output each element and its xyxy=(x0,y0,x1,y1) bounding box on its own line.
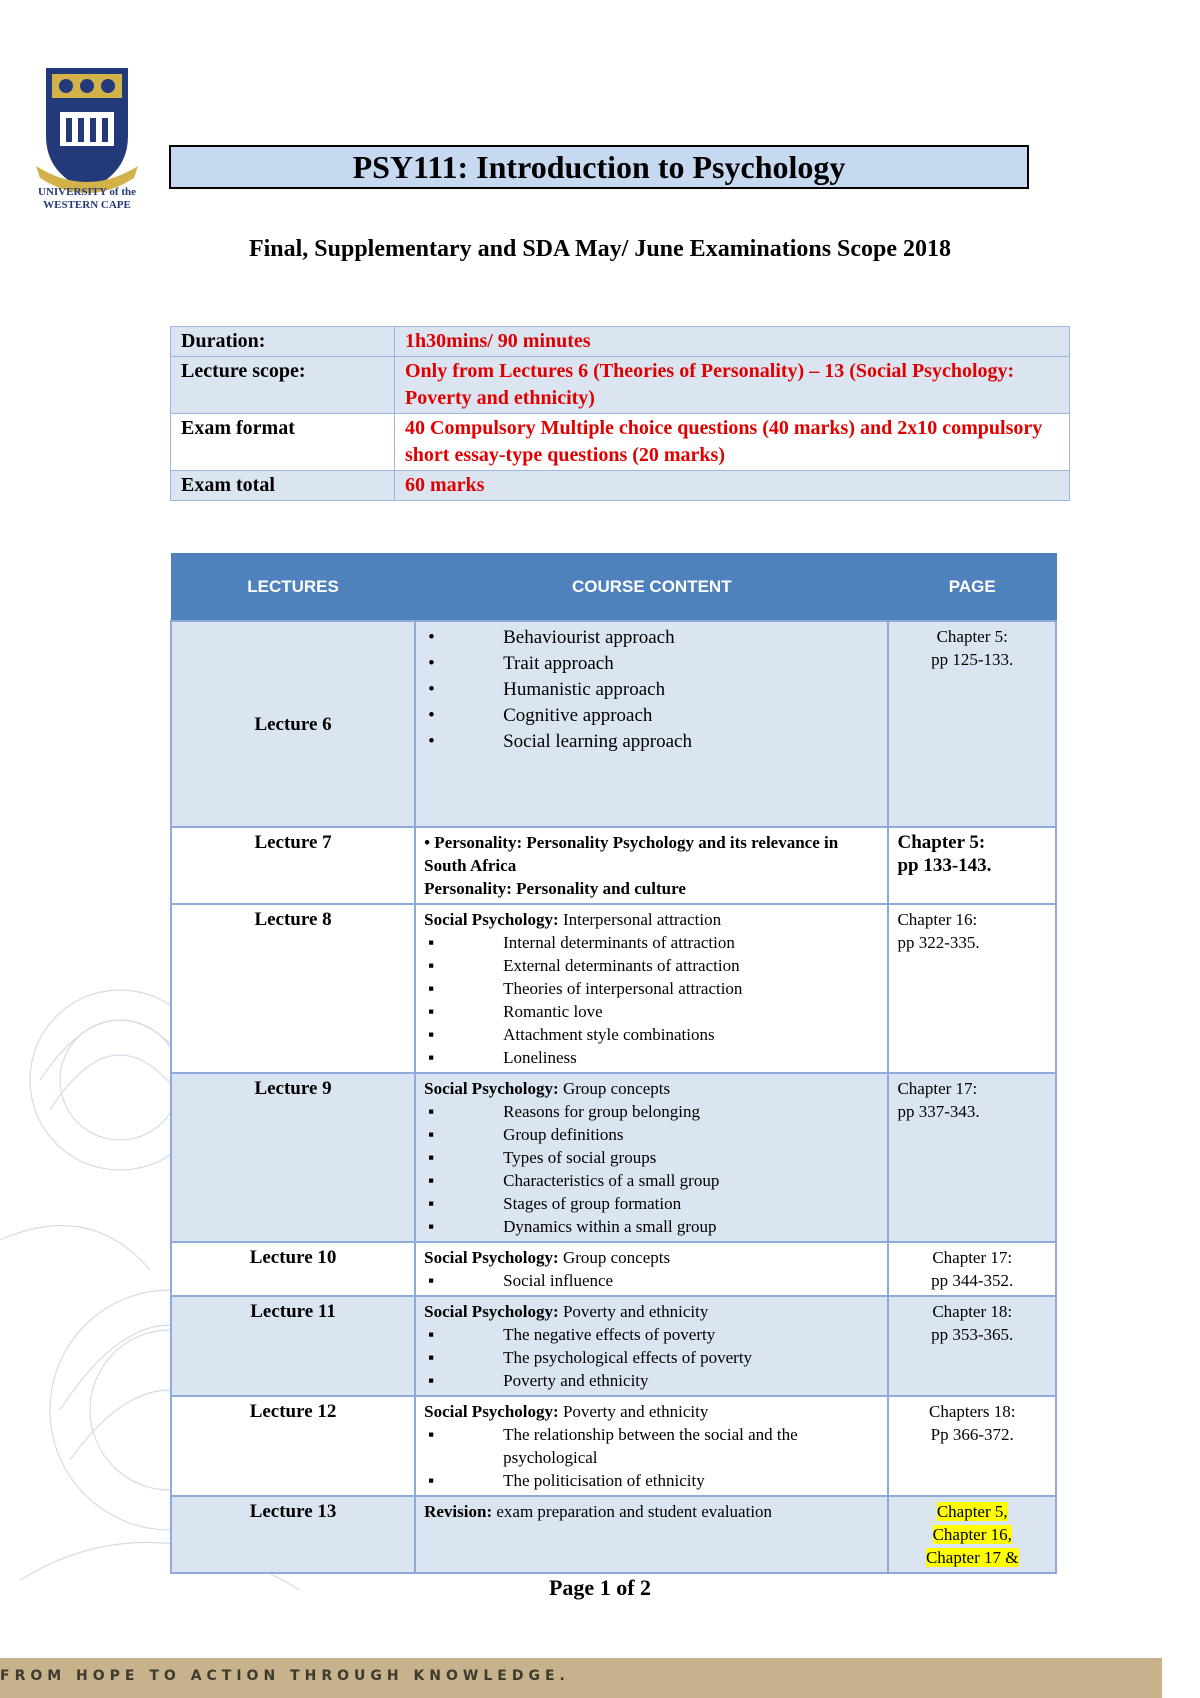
lecture-content: Revision: exam preparation and student evaluation xyxy=(415,1496,888,1573)
table-header-row xyxy=(171,554,1056,622)
lecture-label: Lecture 12 xyxy=(171,1396,415,1496)
header-course-content: COURSE CONTENT xyxy=(415,554,888,622)
page-reference: Chapter 18: pp 353-365. xyxy=(888,1296,1056,1396)
list-item: • Cognitive approach xyxy=(424,703,879,729)
list-item: ▪ Characteristics of a small group xyxy=(428,1171,720,1190)
page-title: PSY111: Introduction to Psychology xyxy=(352,149,846,185)
logo-line-2: WESTERN CAPE xyxy=(43,199,131,211)
info-label: Duration: xyxy=(171,327,395,357)
lecture-content: • Personality: Personality Psychology and its relevance in South Africa Personality: Personality and culture xyxy=(415,827,888,904)
exam-info-table xyxy=(170,326,1070,501)
list-item: • Humanistic approach xyxy=(424,677,879,703)
lecture-content: Social Psychology: Poverty and ethnicity ▪ The relationship between the social and the psychological ▪ The politicisation of ethnicity xyxy=(415,1396,888,1496)
info-row-total xyxy=(171,471,1070,501)
table-row xyxy=(171,1396,1056,1496)
lecture-content: Social Psychology: Poverty and ethnicity ▪ The negative effects of poverty ▪ The psychological effects of poverty ▪ Poverty and ethnicity xyxy=(415,1296,888,1396)
footer-bar xyxy=(0,1658,1162,1698)
lecture-label: Lecture 11 xyxy=(171,1296,415,1396)
lecture-content xyxy=(415,621,888,827)
table-row xyxy=(171,1296,1056,1396)
info-row-scope xyxy=(171,357,1070,414)
page-reference: Chapter 5: pp 125-133. xyxy=(888,621,1056,827)
list-item: ▪ Stages of group formation xyxy=(428,1194,682,1213)
table-row xyxy=(171,621,1056,827)
info-value: 60 marks xyxy=(395,471,1070,501)
page-reference: Chapter 17: pp 337-343. xyxy=(888,1073,1056,1242)
lecture-label: Lecture 10 xyxy=(171,1242,415,1296)
list-item: ▪ The psychological effects of poverty xyxy=(428,1348,753,1367)
exam-scope-subtitle: Final, Supplementary and SDA May/ June Examinations Scope 2018 xyxy=(248,236,952,262)
lecture-label: Lecture 8 xyxy=(171,904,415,1073)
page-reference: Chapter 5: pp 133-143. xyxy=(888,827,1056,904)
info-label: Exam total xyxy=(171,471,395,501)
table-row xyxy=(171,1242,1056,1296)
bullet-icon: • xyxy=(428,627,435,648)
footer-motto: FROM HOPE TO ACTION THROUGH KNOWLEDGE. xyxy=(0,1668,570,1684)
bullet-icon: • xyxy=(428,679,435,700)
lecture-label: Lecture 9 xyxy=(171,1073,415,1242)
lecture-content: Social Psychology: Interpersonal attraction ▪ Internal determinants of attraction ▪ External determinants of attraction ▪ Theories of interpersonal attraction ▪ Romantic love ▪ Attachment style combinations ▪ Loneliness xyxy=(415,904,888,1073)
info-row-format xyxy=(171,414,1070,471)
list-item: ▪ External determinants of attraction xyxy=(428,956,740,975)
list-item: • Social learning approach xyxy=(424,729,879,755)
table-row xyxy=(171,1496,1056,1573)
list-item: ▪ The politicisation of ethnicity xyxy=(428,1471,705,1490)
list-item: • Behaviourist approach xyxy=(424,625,879,651)
title-box xyxy=(169,145,1029,189)
list-item: ▪ Attachment style combinations xyxy=(428,1025,715,1044)
info-label: Exam format xyxy=(171,414,395,471)
list-item: ▪ Types of social groups xyxy=(428,1148,657,1167)
university-logo xyxy=(22,66,152,226)
list-item: • Trait approach xyxy=(424,651,879,677)
page-reference: Chapter 17: pp 344-352. xyxy=(888,1242,1056,1296)
list-item: ▪ Social influence xyxy=(428,1271,614,1290)
list-item: ▪ Loneliness xyxy=(428,1048,577,1067)
page-reference: Chapters 18: Pp 366-372. xyxy=(888,1396,1056,1496)
list-item: ▪ Internal determinants of attraction xyxy=(428,933,735,952)
table-row xyxy=(171,827,1056,904)
lecture-content: Social Psychology: Group concepts ▪ Reasons for group belonging ▪ Group definitions ▪ Types of social groups ▪ Characteristics of a small group ▪ Stages of group formation ▪ Dynamics within a small group xyxy=(415,1073,888,1242)
page-number: Page 1 of 2 xyxy=(548,1575,652,1600)
header-page: PAGE xyxy=(888,554,1056,622)
page-reference: Chapter 16: pp 322-335. xyxy=(888,904,1056,1073)
bullet-icon: • xyxy=(428,705,435,726)
table-row xyxy=(171,904,1056,1073)
list-item: ▪ The relationship between the social and the psychological xyxy=(428,1425,798,1467)
info-row-duration xyxy=(171,327,1070,357)
list-item: ▪ Dynamics within a small group xyxy=(428,1217,717,1236)
info-value: 1h30mins/ 90 minutes xyxy=(395,327,1070,357)
list-item: ▪ Poverty and ethnicity xyxy=(428,1371,649,1390)
page-reference: Chapter 5, Chapter 16, Chapter 17 & xyxy=(888,1496,1056,1573)
bullet-icon: • xyxy=(428,653,435,674)
lecture-content: Social Psychology: Group concepts ▪ Social influence xyxy=(415,1242,888,1296)
lecture-label: Lecture 7 xyxy=(171,827,415,904)
course-content-table xyxy=(170,553,1057,1574)
list-item: ▪ Reasons for group belonging xyxy=(428,1102,700,1121)
bullet-icon: • xyxy=(428,731,435,752)
lecture-label: Lecture 6 xyxy=(171,621,415,827)
list-item: ▪ The negative effects of poverty xyxy=(428,1325,716,1344)
info-value: Only from Lectures 6 (Theories of Personality) – 13 (Social Psychology: Poverty and ethnicity) xyxy=(395,357,1070,414)
table-row xyxy=(171,1073,1056,1242)
list-item: ▪ Romantic love xyxy=(428,1002,603,1021)
header-lectures: LECTURES xyxy=(171,554,415,622)
info-label: Lecture scope: xyxy=(171,357,395,414)
list-item: ▪ Theories of interpersonal attraction xyxy=(428,979,743,998)
logo-line-1: UNIVERSITY of the xyxy=(38,186,136,198)
info-value: 40 Compulsory Multiple choice questions (40 marks) and 2x10 compulsory short essay-type questions (20 marks) xyxy=(395,414,1070,471)
list-item: ▪ Group definitions xyxy=(428,1125,624,1144)
lecture-label: Lecture 13 xyxy=(171,1496,415,1573)
